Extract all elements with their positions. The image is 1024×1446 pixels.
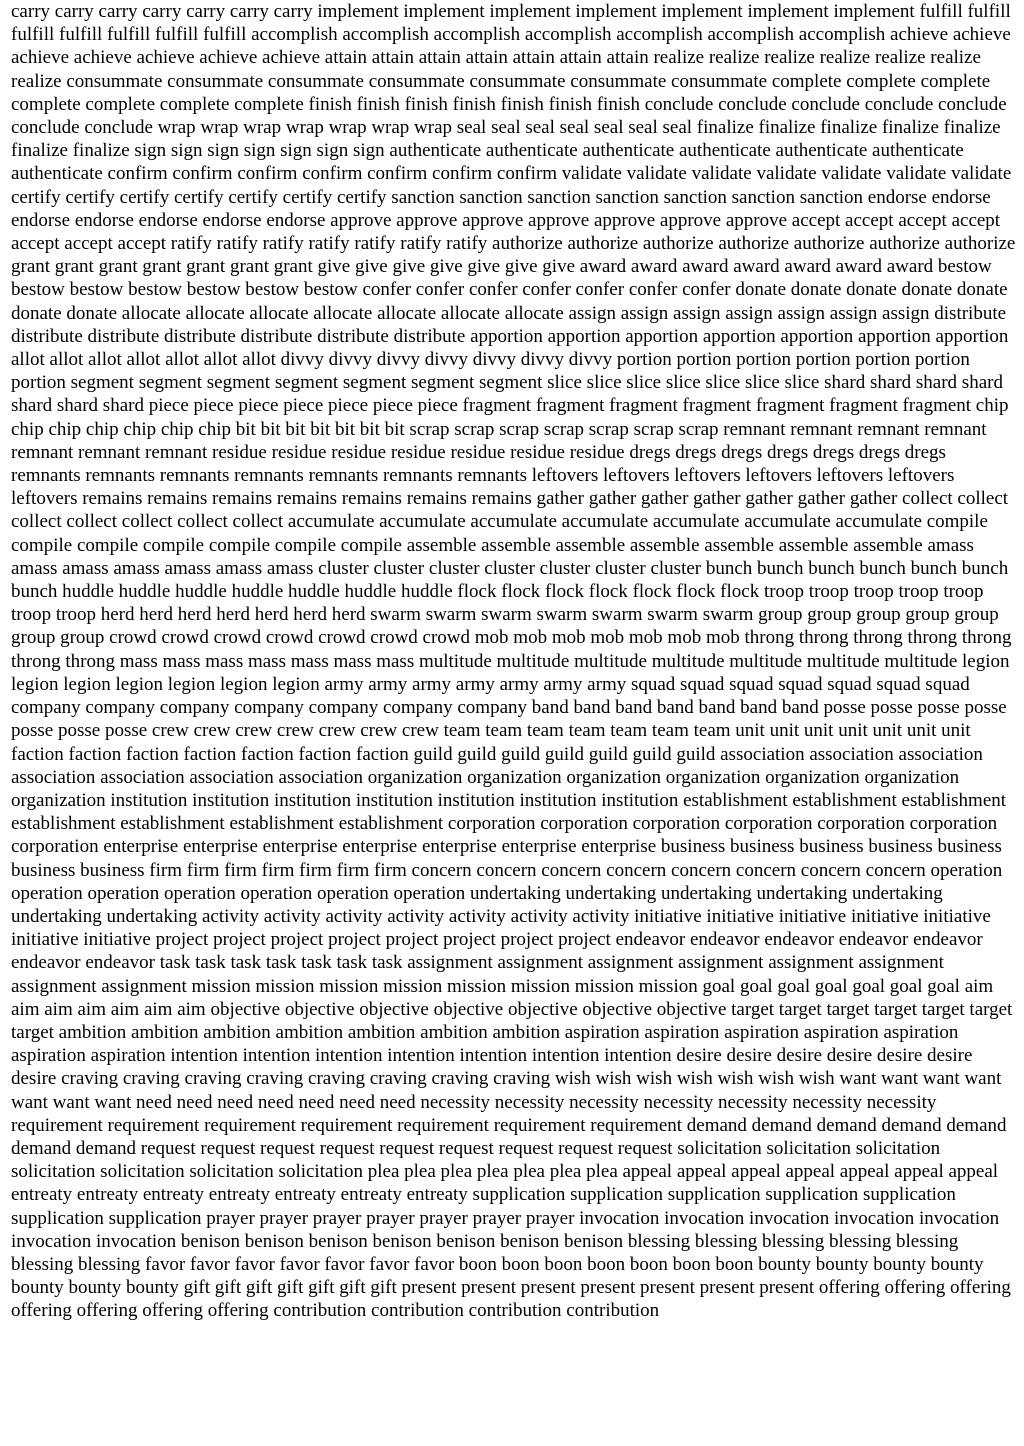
body-text: carry carry carry carry carry carry carry implement implement implement implement implement implement implement fulfill fulfill fulfill fulfill fulfill fulfill fulfill accomplish accomplish accomplish accomplish accomplish accomplish accomplish achieve achieve achieve achieve achieve achieve achieve attain attain attain attain attain attain attain realize realize realize realize realize realize realize consummate consummate consummate consummate consummate consummate consummate complete complete complete complete complete complete complete finish finish finish finish finish finish finish conclude conclude conclude conclude conclude conclude conclude wrap wrap wrap wrap wrap wrap wrap seal seal seal seal seal seal seal finalize finalize finalize finalize finalize finalize finalize sign sign sign sign sign sign sign authenticate authenticate authenticate authenticate authenticate authenticate authenticate confirm confirm confirm confirm confirm confirm confirm validate validate validate validate validate validate validate certify certify certify certify certify certify certify sanction sanction sanction sanction sanction sanction sanction endorse endorse endorse endorse endorse endorse endorse approve approve approve approve approve approve approve accept accept accept accept accept accept accept ratify ratify ratify ratify ratify ratify ratify authorize authorize authorize authorize authorize authorize authorize grant grant grant grant grant grant grant give give give give give give give award award award award award award award bestow bestow bestow bestow bestow bestow bestow confer confer confer confer confer confer confer donate donate donate donate donate donate donate allocate allocate allocate allocate allocate allocate allocate assign assign assign assign assign assign assign distribute distribute distribute distribute distribute distribute distribute apportion apportion apportion apportion apportion apportion apportion allot allot allot allot allot allot allot divvy divvy divvy divvy divvy divvy divvy portion portion portion portion portion portion portion segment segment segment segment segment segment segment slice slice slice slice slice slice slice shard shard shard shard shard shard shard piece piece piece piece piece piece piece fragment fragment fragment fragment fragment fragment fragment chip chip chip chip chip chip chip bit bit bit bit bit bit bit scrap scrap scrap scrap scrap scrap scrap remnant remnant remnant remnant remnant remnant remnant residue residue residue residue residue residue residue dregs dregs dregs dregs dregs dregs dregs remnants remnants remnants remnants remnants remnants remnants leftovers leftovers leftovers leftovers leftovers leftovers leftovers remains remains remains remains remains remains remains gather gather gather gather gather gather gather collect collect collect collect collect collect collect accumulate accumulate accumulate accumulate accumulate accumulate accumulate compile compile compile compile compile compile compile assemble assemble assemble assemble assemble assemble assemble amass amass amass amass amass amass amass cluster cluster cluster cluster cluster cluster cluster bunch bunch bunch bunch bunch bunch bunch huddle huddle huddle huddle huddle huddle huddle flock flock flock flock flock flock flock troop troop troop troop troop troop troop herd herd herd herd herd herd herd swarm swarm swarm swarm swarm swarm swarm group group group group group group group crowd crowd crowd crowd crowd crowd crowd mob mob mob mob mob mob mob throng throng throng throng throng throng throng mass mass mass mass mass mass mass multitude multitude multitude multitude multitude multitude multitude legion legion legion legion legion legion legion army army army army army army army squad squad squad squad squad squad squad company company company company company company company band band band band band band band posse posse posse posse posse posse posse crew crew crew crew crew crew crew team team team team team team team unit unit unit unit unit unit unit faction faction faction faction faction faction faction guild guild guild guild guild guild guild association association association association association association association organization organization organization organization organization organization organization institution institution institution institution institution institution institution establishment establishment establishment establishment establishment establishment establishment corporation corporation corporation corporation corporation corporation corporation enterprise enterprise enterprise enterprise enterprise enterprise enterprise business business business business business business business firm firm firm firm firm firm firm concern concern concern concern concern concern concern concern operation operation operation operation operation operation operation undertaking undertaking undertaking undertaking undertaking undertaking undertaking activity activity activity activity activity activity activity initiative initiative initiative initiative initiative initiative initiative project project project project project project project project endeavor endeavor endeavor endeavor endeavor endeavor endeavor task task task task task task task assignment assignment assignment assignment assignment assignment assignment assignment mission mission mission mission mission mission mission mission goal goal goal goal goal goal goal aim aim aim aim aim aim aim objective objective objective objective objective objective objective target target target target target target target ambition ambition ambition ambition ambition ambition ambition aspiration aspiration aspiration aspiration aspiration aspiration aspiration intention intention intention intention intention intention intention desire desire desire desire desire desire desire craving craving craving craving craving craving craving craving wish wish wish wish wish wish wish want want want want want want want need need need need need need need necessity necessity necessity necessity necessity necessity necessity requirement requirement requirement requirement requirement requirement requirement demand demand demand demand demand demand demand request request request request request request request request request solicitation solicitation solicitation solicitation solicitation solicitation solicitation plea plea plea plea plea plea plea appeal appeal appeal appeal appeal appeal appeal entreaty entreaty entreaty entreaty entreaty entreaty entreaty supplication supplication supplication supplication supplication supplication supplication prayer prayer prayer prayer prayer prayer prayer invocation invocation invocation invocation invocation invocation invocation benison benison benison benison benison benison benison blessing blessing blessing blessing blessing blessing blessing favor favor favor favor favor favor favor boon boon boon boon boon boon boon bounty bounty bounty bounty bounty bounty bounty gift gift gift gift gift gift gift present present present present present present present offering offering offering offering offering offering offering contribution contribution contribution contribution [11, 1, 1016, 1322]
